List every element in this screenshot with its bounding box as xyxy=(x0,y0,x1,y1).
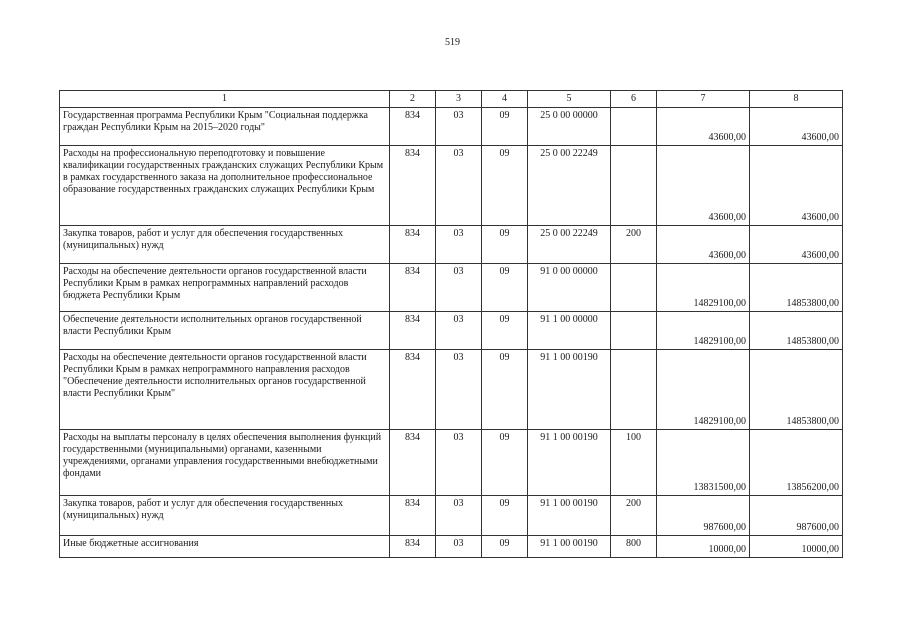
grbs-code-cell: 834 xyxy=(390,226,436,264)
subsection-code-cell: 09 xyxy=(482,350,528,430)
grbs-code-cell: 834 xyxy=(390,108,436,146)
grbs-code-cell: 834 xyxy=(390,146,436,226)
amount-year2-cell: 987600,00 xyxy=(750,496,843,536)
grbs-code-cell: 834 xyxy=(390,264,436,312)
section-code-cell: 03 xyxy=(436,226,482,264)
header-cell: 7 xyxy=(657,91,750,108)
row-name-cell: Иные бюджетные ассигнования xyxy=(60,536,390,558)
row-name-cell: Расходы на выплаты персоналу в целях обеспечения выполнения функций государственными (муниципальными) органами, казенными учреждениями, органами управления государственными внебюджетными фондами xyxy=(60,430,390,496)
amount-year2-cell: 14853800,00 xyxy=(750,350,843,430)
row-name-cell: Закупка товаров, работ и услуг для обеспечения государственных (муниципальных) нужд xyxy=(60,226,390,264)
table-row xyxy=(60,312,843,350)
grbs-code-cell: 834 xyxy=(390,312,436,350)
table-row xyxy=(60,264,843,312)
section-code-cell: 03 xyxy=(436,536,482,558)
grbs-code-cell: 834 xyxy=(390,350,436,430)
target-article-cell: 91 0 00 00000 xyxy=(528,264,611,312)
table-row xyxy=(60,350,843,430)
section-code-cell: 03 xyxy=(436,264,482,312)
expense-type-cell xyxy=(611,264,657,312)
target-article-cell: 91 1 00 00190 xyxy=(528,430,611,496)
expense-type-cell: 200 xyxy=(611,226,657,264)
amount-year1-cell: 14829100,00 xyxy=(657,312,750,350)
subsection-code-cell: 09 xyxy=(482,536,528,558)
amount-year2-cell: 10000,00 xyxy=(750,536,843,558)
row-name-cell: Закупка товаров, работ и услуг для обеспечения государственных (муниципальных) нужд xyxy=(60,496,390,536)
subsection-code-cell: 09 xyxy=(482,146,528,226)
row-name-cell: Государственная программа Республики Крым "Социальная поддержка граждан Республики Крым на 2015–2020 годы" xyxy=(60,108,390,146)
section-code-cell: 03 xyxy=(436,350,482,430)
section-code-cell: 03 xyxy=(436,430,482,496)
target-article-cell: 25 0 00 22249 xyxy=(528,226,611,264)
page-number: 519 xyxy=(445,37,460,48)
budget-table xyxy=(59,90,843,558)
subsection-code-cell: 09 xyxy=(482,108,528,146)
amount-year1-cell: 43600,00 xyxy=(657,108,750,146)
section-code-cell: 03 xyxy=(436,312,482,350)
amount-year2-cell: 14853800,00 xyxy=(750,264,843,312)
amount-year2-cell: 14853800,00 xyxy=(750,312,843,350)
expense-type-cell xyxy=(611,146,657,226)
table-row xyxy=(60,108,843,146)
subsection-code-cell: 09 xyxy=(482,226,528,264)
target-article-cell: 91 1 00 00190 xyxy=(528,350,611,430)
section-code-cell: 03 xyxy=(436,496,482,536)
table-row xyxy=(60,536,843,558)
header-row xyxy=(60,91,843,108)
amount-year1-cell: 987600,00 xyxy=(657,496,750,536)
header-cell: 1 xyxy=(60,91,390,108)
subsection-code-cell: 09 xyxy=(482,496,528,536)
header-cell: 4 xyxy=(482,91,528,108)
subsection-code-cell: 09 xyxy=(482,430,528,496)
section-code-cell: 03 xyxy=(436,146,482,226)
amount-year1-cell: 14829100,00 xyxy=(657,350,750,430)
amount-year1-cell: 13831500,00 xyxy=(657,430,750,496)
amount-year1-cell: 43600,00 xyxy=(657,146,750,226)
target-article-cell: 25 0 00 22249 xyxy=(528,146,611,226)
amount-year2-cell: 43600,00 xyxy=(750,226,843,264)
expense-type-cell: 800 xyxy=(611,536,657,558)
table-row xyxy=(60,496,843,536)
target-article-cell: 91 1 00 00190 xyxy=(528,496,611,536)
expense-type-cell: 100 xyxy=(611,430,657,496)
expense-type-cell xyxy=(611,312,657,350)
header-cell: 6 xyxy=(611,91,657,108)
row-name-cell: Расходы на профессиональную переподготовку и повышение квалификации государственных гражданских служащих Республики Крым в рамках государственного заказа на дополнительное профессиональное образование государственных гражданских служащих Республики Крым xyxy=(60,146,390,226)
expense-type-cell xyxy=(611,108,657,146)
table-row xyxy=(60,226,843,264)
header-cell: 2 xyxy=(390,91,436,108)
grbs-code-cell: 834 xyxy=(390,536,436,558)
row-name-cell: Обеспечение деятельности исполнительных органов государственной власти Республики Крым xyxy=(60,312,390,350)
table-row xyxy=(60,430,843,496)
target-article-cell: 25 0 00 00000 xyxy=(528,108,611,146)
amount-year1-cell: 14829100,00 xyxy=(657,264,750,312)
amount-year2-cell: 13856200,00 xyxy=(750,430,843,496)
header-cell: 3 xyxy=(436,91,482,108)
grbs-code-cell: 834 xyxy=(390,496,436,536)
subsection-code-cell: 09 xyxy=(482,312,528,350)
amount-year2-cell: 43600,00 xyxy=(750,108,843,146)
target-article-cell: 91 1 00 00000 xyxy=(528,312,611,350)
subsection-code-cell: 09 xyxy=(482,264,528,312)
grbs-code-cell: 834 xyxy=(390,430,436,496)
amount-year1-cell: 10000,00 xyxy=(657,536,750,558)
section-code-cell: 03 xyxy=(436,108,482,146)
target-article-cell: 91 1 00 00190 xyxy=(528,536,611,558)
expense-type-cell: 200 xyxy=(611,496,657,536)
row-name-cell: Расходы на обеспечение деятельности органов государственной власти Республики Крым в рамках непрограммных направлений расходов бюджета Республики Крым xyxy=(60,264,390,312)
table-row xyxy=(60,146,843,226)
amount-year1-cell: 43600,00 xyxy=(657,226,750,264)
expense-type-cell xyxy=(611,350,657,430)
row-name-cell: Расходы на обеспечение деятельности органов государственной власти Республики Крым в рамках непрограммного направления расходов "Обеспечение деятельности исполнительных органов государственной власти Республики Крым" xyxy=(60,350,390,430)
amount-year2-cell: 43600,00 xyxy=(750,146,843,226)
header-cell: 8 xyxy=(750,91,843,108)
header-cell: 5 xyxy=(528,91,611,108)
